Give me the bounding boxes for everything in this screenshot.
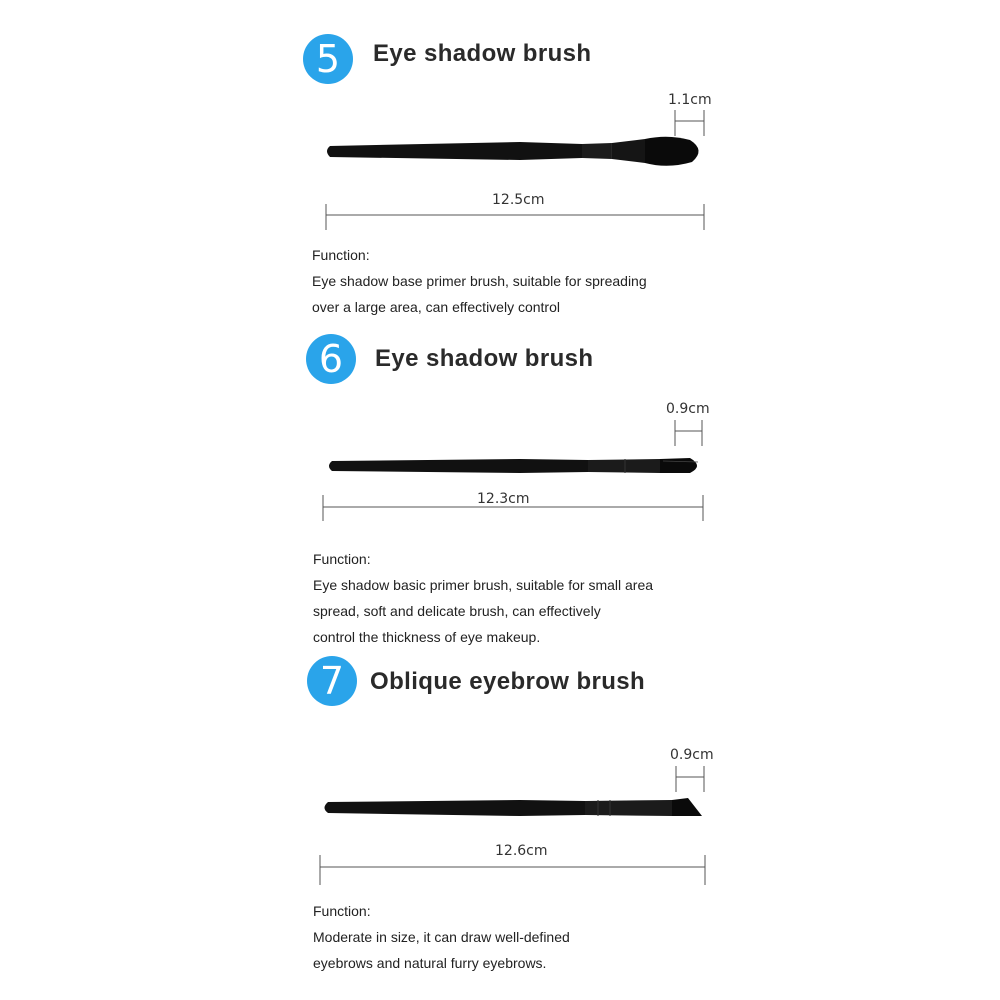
function-line: over a large area, can effectively control — [312, 299, 560, 315]
total-length-label: 12.6cm — [495, 843, 548, 859]
total-length-label: 12.3cm — [477, 491, 530, 507]
function-line: control the thickness of eye makeup. — [313, 629, 541, 645]
section-number-badge: 5 — [303, 34, 353, 84]
function-heading: Function: — [312, 247, 370, 263]
function-line: Eye shadow basic primer brush, suitable for small area — [313, 577, 654, 593]
function-line: Moderate in size, it can draw well-defined — [313, 929, 570, 945]
section-number-badge: 6 — [306, 334, 356, 384]
total-length-label: 12.5cm — [492, 192, 545, 208]
head-width-label: 0.9cm — [666, 401, 710, 417]
brush-bristles — [672, 798, 702, 816]
brush-handle — [325, 800, 586, 816]
function-line: eyebrows and natural furry eyebrows. — [313, 955, 547, 971]
function-line: Eye shadow base primer brush, suitable for spreading — [312, 273, 647, 289]
section-number-badge: 7 — [307, 656, 357, 706]
function-heading: Function: — [313, 551, 371, 567]
section-title: Eye shadow brush — [375, 345, 594, 372]
head-width-label: 0.9cm — [670, 747, 714, 763]
function-heading: Function: — [313, 903, 371, 919]
section-title: Eye shadow brush — [373, 40, 592, 67]
section-title: Oblique eyebrow brush — [370, 668, 646, 695]
function-line: spread, soft and delicate brush, can effectively — [313, 603, 601, 619]
head-width-label: 1.1cm — [668, 92, 712, 108]
